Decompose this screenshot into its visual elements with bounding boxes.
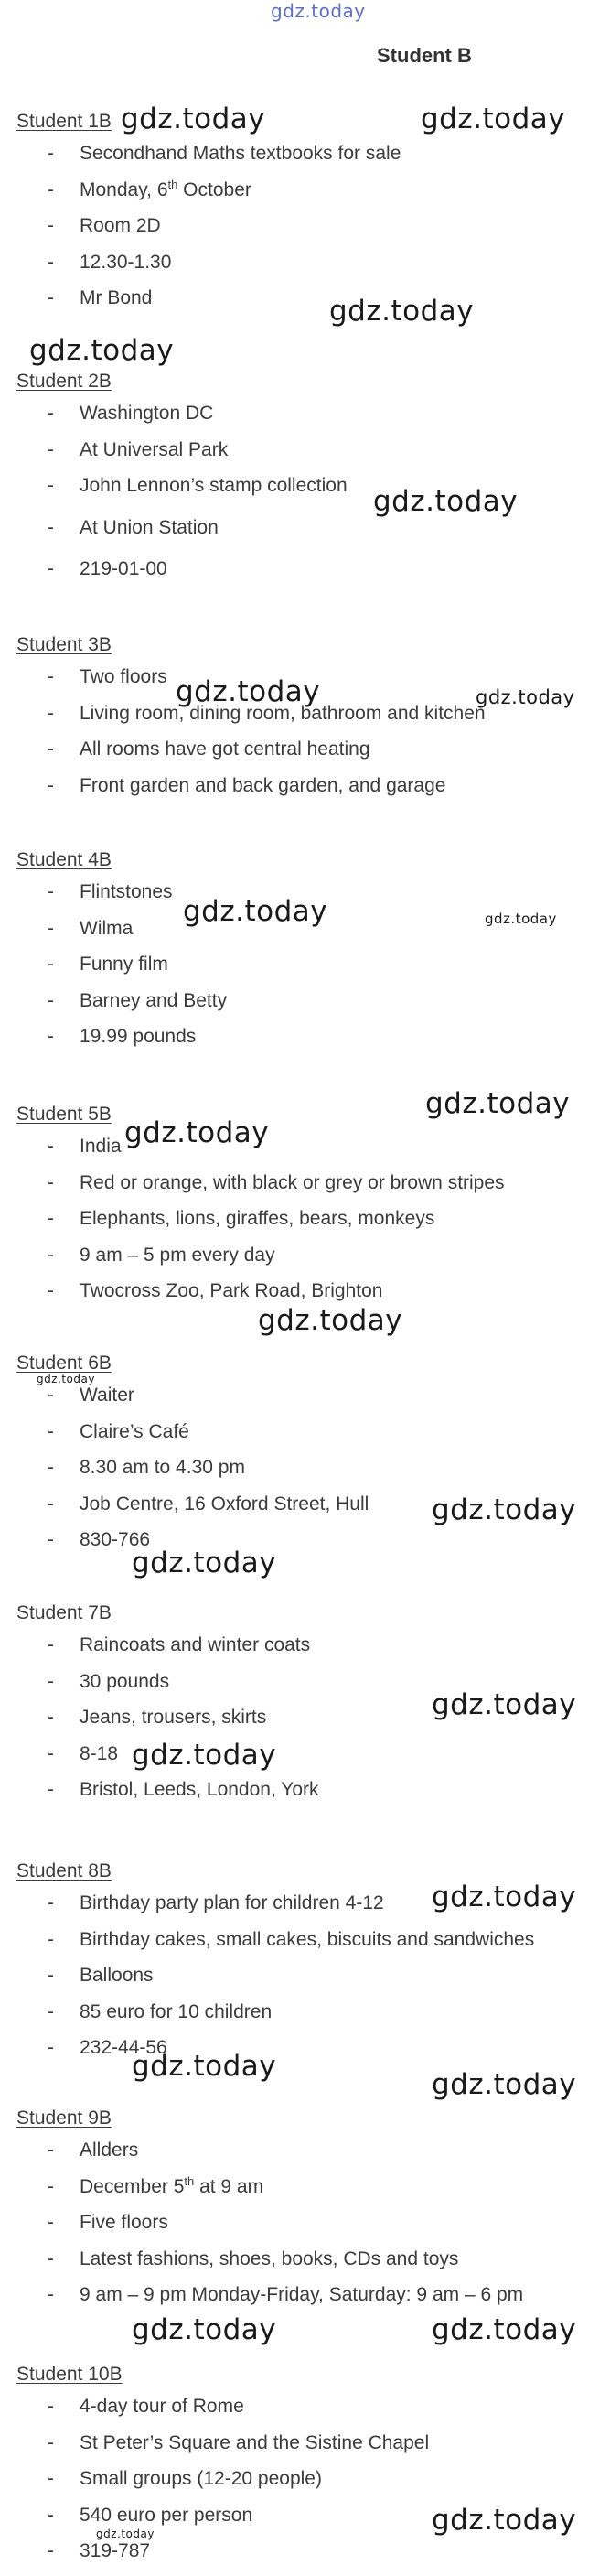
list-item-text: [80, 2425, 429, 2462]
watermark: gdz.today: [132, 2050, 277, 2083]
item-text: 85 euro for 10 children: [80, 2000, 273, 2022]
watermark: gdz.today: [96, 2527, 155, 2540]
bullet-dash: -: [48, 2431, 54, 2453]
item-text: India: [80, 1136, 122, 1157]
list-item-text: [80, 2277, 523, 2313]
bullet-dash: -: [48, 475, 54, 496]
list-item-text: [80, 468, 348, 504]
item-text: John Lennon’s stamp collection: [80, 475, 348, 496]
list-item-text: [80, 551, 167, 587]
bullet-dash: -: [48, 2540, 54, 2561]
bullet-dash: -: [48, 251, 54, 273]
item-text: Monday, 6: [80, 178, 168, 200]
watermark: gdz.today: [432, 1493, 577, 1526]
item-text-continued: October: [177, 178, 251, 200]
bullet-dash: -: [48, 1892, 54, 1913]
page-title: Student B: [377, 44, 472, 67]
list-item: [16, 1414, 602, 1450]
item-text: 8-18: [80, 1742, 119, 1764]
list-item: [16, 1128, 602, 1165]
bullet-dash: -: [48, 143, 54, 164]
watermark: gdz.today: [132, 1547, 277, 1579]
list-item-text: [80, 1201, 434, 1237]
item-text: Wilma: [80, 917, 134, 939]
section-student-3b: [16, 631, 602, 803]
list-item-text: [80, 1885, 384, 1922]
bullet-dash: -: [48, 2212, 54, 2233]
bullet-dash: -: [48, 774, 54, 796]
ordinal-suffix: th: [167, 177, 178, 191]
list-item: [16, 1772, 602, 1808]
section-student-4b: [16, 846, 602, 1055]
watermark: gdz.today: [485, 911, 557, 927]
bullet-dash: -: [48, 1529, 54, 1550]
section-heading: Student 10B: [16, 2364, 123, 2385]
watermark: gdz.today: [432, 2313, 577, 2346]
list-item: [16, 244, 602, 281]
item-text: December 5: [80, 2175, 185, 2197]
section-student-9b: [16, 2105, 602, 2313]
bullet-dash: -: [48, 1670, 54, 1692]
list-item-text: [80, 172, 251, 209]
item-text: 540 euro per person: [80, 2504, 253, 2526]
bullet-dash: -: [48, 1208, 54, 1229]
list-item: [16, 2169, 602, 2205]
list-item: [16, 208, 602, 244]
list-item-text: [80, 659, 167, 695]
watermark: gdz.today: [258, 1304, 403, 1337]
bullet-dash: -: [48, 1493, 54, 1514]
bullet-dash: -: [48, 2284, 54, 2305]
section-heading: Student 9B: [16, 2107, 112, 2129]
section-student-6b: [16, 1350, 602, 1558]
item-text: Two floors: [80, 666, 167, 687]
item-text: 12.30-1.30: [80, 251, 172, 273]
list-item-text: [80, 395, 213, 432]
bullet-dash: -: [48, 2247, 54, 2269]
section-heading: Student 7B: [16, 1602, 112, 1623]
item-text: 319-787: [80, 2540, 151, 2561]
list-item: [16, 2204, 602, 2241]
watermark: gdz.today: [132, 1739, 277, 1772]
list-item: [16, 1994, 602, 2031]
section-heading: Student 4B: [16, 849, 112, 870]
item-text: 19.99 pounds: [80, 1026, 197, 1047]
bullet-dash: -: [48, 702, 54, 724]
bullet-dash: -: [48, 2396, 54, 2417]
bullet-dash: -: [48, 1026, 54, 1047]
bullet-dash: -: [48, 2504, 54, 2526]
section-heading: Student 2B: [16, 371, 112, 392]
watermark: gdz.today: [183, 895, 328, 928]
item-text: Bristol, Leeds, London, York: [80, 1779, 319, 1800]
item-text: Elephants, lions, giraffes, bears, monkeys: [80, 1208, 435, 1229]
section-heading: Student 1B: [16, 111, 112, 132]
bullet-dash: -: [48, 1385, 54, 1406]
watermark: gdz.today: [124, 1116, 270, 1149]
list-item: [16, 2277, 602, 2313]
item-text: Small groups (12-20 people): [80, 2468, 322, 2489]
item-text: Front garden and back garden, and garage: [80, 774, 446, 796]
bullet-dash: -: [48, 438, 54, 460]
list-item: [16, 1957, 602, 1994]
item-text: Allders: [80, 2139, 139, 2161]
list-item-text: [80, 1450, 245, 1486]
watermark: gdz.today: [432, 1688, 577, 1721]
section-student-2b: [16, 368, 602, 587]
list-item-text: [80, 1237, 275, 1274]
watermark: gdz.today: [421, 102, 566, 135]
list-item: [16, 135, 602, 172]
list-item-text: [80, 208, 161, 244]
item-text: Twocross Zoo, Park Road, Brighton: [80, 1280, 383, 1301]
list-item: [16, 551, 602, 587]
item-text: Job Centre, 16 Oxford Street, Hull: [80, 1493, 369, 1514]
list-item: [16, 2132, 602, 2169]
watermark: gdz.today: [373, 485, 519, 518]
list-item-text: [80, 1486, 369, 1523]
item-text: All rooms have got central heating: [80, 738, 370, 760]
list-item-text: [80, 2241, 458, 2278]
bullet-dash: -: [48, 2139, 54, 2161]
list-item-text: [80, 768, 445, 804]
item-text: Birthday cakes, small cakes, biscuits and sandwiches: [80, 1928, 535, 1950]
item-text: Red or orange, with black or grey or brown stripes: [80, 1171, 505, 1193]
list-item: [16, 1377, 602, 1414]
item-text: Barney and Betty: [80, 989, 228, 1011]
list-item-text: [80, 983, 227, 1019]
section-heading: Student 5B: [16, 1104, 112, 1125]
bullet-dash: -: [48, 738, 54, 760]
list-item: [16, 1922, 602, 1958]
bullet-dash: -: [48, 2175, 54, 2197]
item-text: Five floors: [80, 2212, 168, 2233]
list-item-text: [80, 1994, 272, 2031]
list-item: [16, 2030, 602, 2066]
list-item-text: [80, 135, 401, 172]
list-item: [16, 768, 602, 804]
watermark: gdz.today: [476, 686, 575, 708]
bullet-dash: -: [48, 2037, 54, 2058]
item-text: 219-01-00: [80, 558, 167, 579]
bullet-dash: -: [48, 1965, 54, 1986]
watermark: gdz.today: [432, 2504, 577, 2537]
list-item: [16, 2425, 602, 2462]
watermark: gdz.today: [176, 675, 321, 708]
bullet-dash: -: [48, 1136, 54, 1157]
list-item: [16, 1450, 602, 1486]
bullet-dash: -: [48, 2468, 54, 2489]
bullet-dash: -: [48, 1634, 54, 1655]
list-item-text: [80, 731, 370, 768]
bullet-dash: -: [48, 516, 54, 538]
watermark: gdz.today: [37, 1373, 95, 1385]
list-item-text: [80, 1772, 319, 1808]
list-item-text: [80, 510, 219, 546]
watermark: gdz.today: [425, 1087, 571, 1120]
list-item: [16, 172, 602, 209]
item-text: Mr Bond: [80, 287, 153, 308]
item-text-continued: at 9 am: [194, 2175, 264, 2197]
bullet-dash: -: [48, 178, 54, 200]
item-text: 4-day tour of Rome: [80, 2396, 244, 2417]
site-logo: gdz.today: [271, 0, 366, 22]
list-item: [16, 1165, 602, 1202]
item-text: St Peter’s Square and the Sistine Chapel: [80, 2431, 430, 2453]
watermark: gdz.today: [432, 1881, 577, 1913]
list-item-text: [80, 911, 133, 947]
item-text: At Union Station: [80, 516, 219, 538]
list-item: [16, 1522, 602, 1558]
bullet-dash: -: [48, 1244, 54, 1266]
list-item-text: [80, 1414, 189, 1450]
list-item: [16, 1736, 602, 1773]
item-text: Secondhand Maths textbooks for sale: [80, 143, 401, 164]
list-item-text: [80, 280, 152, 317]
list-item: [16, 2461, 602, 2497]
list-item-text: [80, 1019, 196, 1055]
item-text: Balloons: [80, 1965, 154, 1986]
bullet-dash: -: [48, 403, 54, 424]
list-item-text: [80, 946, 168, 983]
list-item: [16, 983, 602, 1019]
list-item-text: [80, 1699, 266, 1736]
list-item-text: [80, 244, 171, 281]
bullet-dash: -: [48, 666, 54, 687]
ordinal-suffix: th: [184, 2173, 195, 2188]
list-item: [16, 1627, 602, 1664]
bullet-dash: -: [48, 1280, 54, 1301]
item-text: Funny film: [80, 954, 168, 975]
watermark: gdz.today: [29, 334, 175, 367]
item-text: Waiter: [80, 1385, 134, 1406]
item-text: Raincoats and winter coats: [80, 1634, 311, 1655]
list-item: [16, 2388, 602, 2425]
list-item-text: [80, 1165, 505, 1202]
list-item: [16, 395, 602, 432]
list-item: [16, 1237, 602, 1274]
bullet-dash: -: [48, 2000, 54, 2022]
list-item: [16, 1201, 602, 1237]
list-item-text: [80, 1736, 118, 1773]
bullet-dash: -: [48, 1457, 54, 1478]
bullet-dash: -: [48, 215, 54, 236]
bullet-dash: -: [48, 954, 54, 975]
list-item: [16, 946, 602, 983]
list-item-text: [80, 432, 228, 469]
bullet-dash: -: [48, 1928, 54, 1950]
item-text: Living room, dining room, bathroom and kitchen: [80, 702, 486, 724]
item-text: At Universal Park: [80, 438, 229, 460]
bullet-dash: -: [48, 881, 54, 902]
section-student-5b: [16, 1101, 602, 1310]
item-text: Room 2D: [80, 215, 161, 236]
bullet-dash: -: [48, 917, 54, 939]
list-item-text: [80, 1128, 122, 1165]
watermark: gdz.today: [121, 102, 266, 135]
item-text: Claire’s Café: [80, 1420, 189, 1442]
item-text: Birthday party plan for children 4-12: [80, 1892, 384, 1913]
bullet-dash: -: [48, 1742, 54, 1764]
list-item: [16, 1019, 602, 1055]
bullet-dash: -: [48, 1779, 54, 1800]
list-item: [16, 2241, 602, 2278]
bullet-dash: -: [48, 287, 54, 308]
section-heading: Student 8B: [16, 1860, 112, 1881]
bullet-dash: -: [48, 558, 54, 579]
item-text: 830-766: [80, 1529, 151, 1550]
item-text: Flintstones: [80, 881, 173, 902]
list-item-text: [80, 2132, 138, 2169]
list-item: [16, 280, 602, 317]
bullet-dash: -: [48, 1707, 54, 1728]
item-text: 232-44-56: [80, 2037, 167, 2058]
list-item-text: [80, 2388, 244, 2425]
item-text: 9 am – 9 pm Monday-Friday, Saturday: 9 am – 6 pm: [80, 2284, 524, 2305]
item-text: Washington DC: [80, 403, 214, 424]
item-text: 9 am – 5 pm every day: [80, 1244, 275, 1266]
item-text: 8.30 am to 4.30 pm: [80, 1457, 245, 1478]
list-item-text: [80, 2204, 168, 2241]
section-heading: Student 3B: [16, 634, 112, 655]
list-item: [16, 731, 602, 768]
section-heading: Student 6B: [16, 1353, 112, 1374]
watermark: gdz.today: [432, 2068, 577, 2101]
list-item-text: [80, 2169, 263, 2205]
bullet-dash: -: [48, 1171, 54, 1193]
list-item-text: [80, 1922, 534, 1958]
list-item-text: [80, 1957, 154, 1994]
item-text: Jeans, trousers, skirts: [80, 1707, 267, 1728]
item-text: Latest fashions, shoes, books, CDs and toys: [80, 2247, 459, 2269]
watermark: gdz.today: [132, 2313, 277, 2346]
list-item-text: [80, 1664, 169, 1700]
section-student-1b: [16, 108, 602, 317]
list-item-text: [80, 1627, 310, 1664]
item-text: 30 pounds: [80, 1670, 170, 1692]
list-item: [16, 432, 602, 469]
watermark: gdz.today: [329, 295, 475, 328]
bullet-dash: -: [48, 1420, 54, 1442]
list-item-text: [80, 874, 173, 911]
bullet-dash: -: [48, 989, 54, 1011]
list-item-text: [80, 2461, 322, 2497]
